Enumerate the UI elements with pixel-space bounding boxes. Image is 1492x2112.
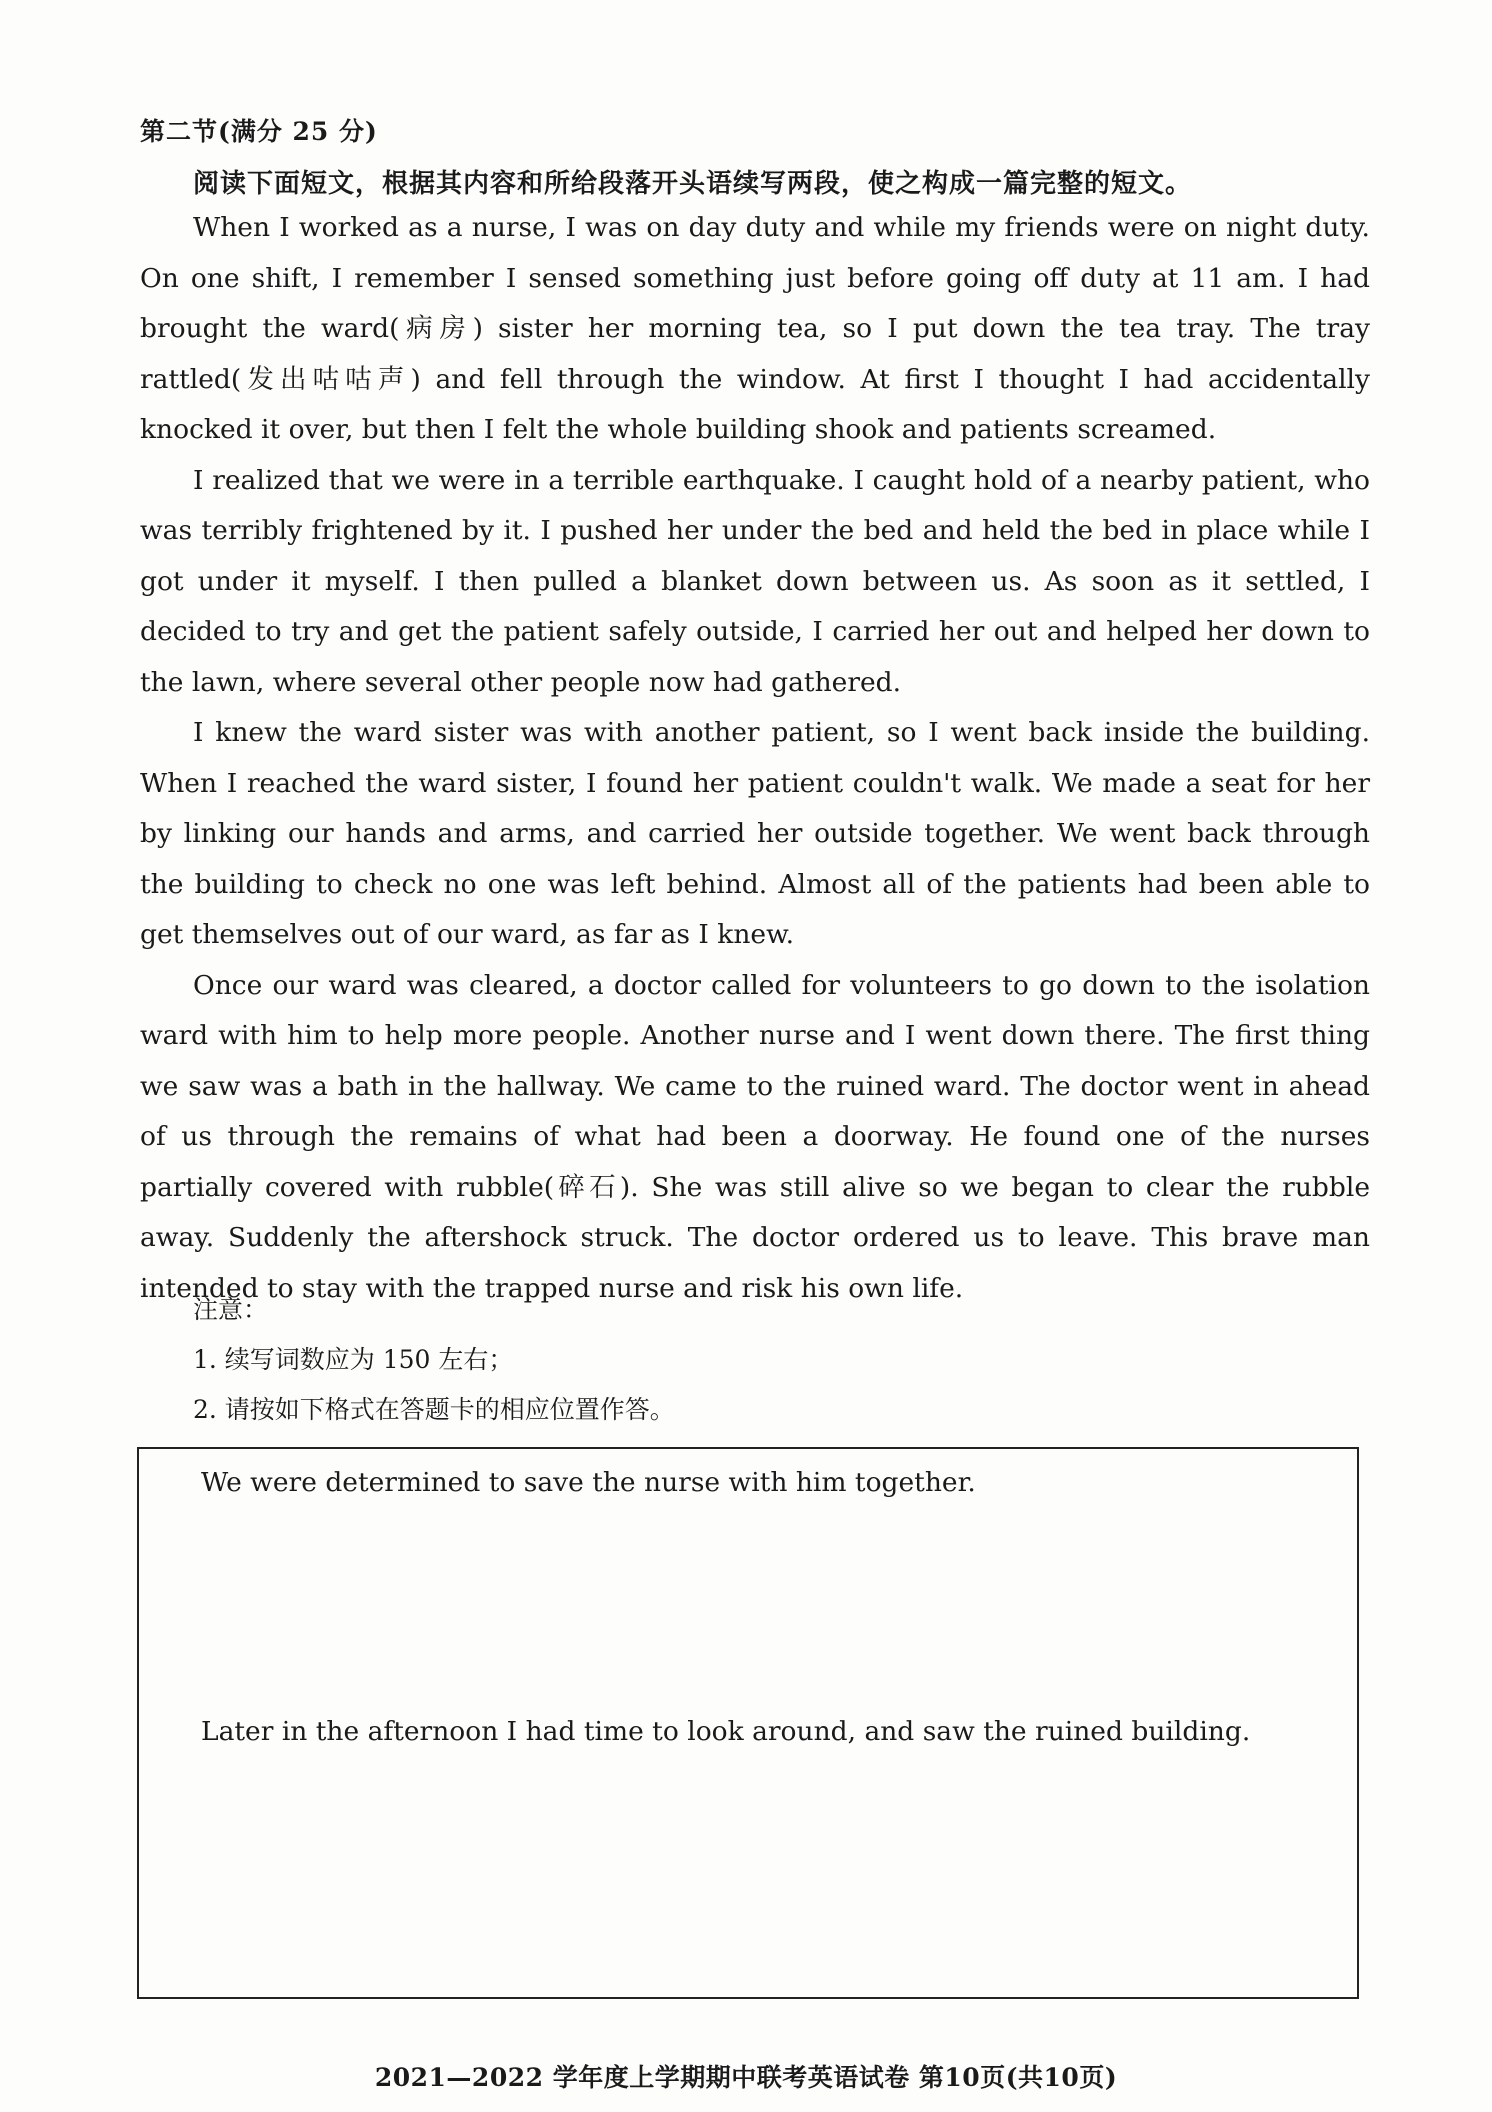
section-instruction: 阅读下面短文，根据其内容和所给段落开头语续写两段，使之构成一篇完整的短文。 [193, 169, 1193, 199]
section-title: 第二节(满分 25 分) [140, 117, 378, 146]
note-item-1: 1. 续写词数应为 150 左右； [193, 1345, 514, 1374]
note-item-2: 2. 请按如下格式在答题卡的相应位置作答。 [193, 1395, 675, 1424]
passage-paragraph-1: When I worked as a nurse, I was on day duty and while my friends were on night duty. On one shift, I remember I sensed something just before going off duty at 11 am. I had brought the ward(病房) sister her morning tea, so I put down the tea tray. The tray rattled(发出咕咕声) and fell through the window. At first I thought I had accidentally knocked it over, but then I felt the whole building shook and patients screamed. [140, 212, 1370, 445]
answer-box[interactable] [137, 1447, 1359, 1999]
notes-section [193, 1285, 675, 1435]
notes-label: 注意： [193, 1295, 269, 1324]
passage-paragraph-4: Once our ward was cleared, a doctor called for volunteers to go down to the isolation ward with him to help more people. Another nurse and I went down there. The first thing we saw was a bath in the hallway. We came to the ruined ward. The doctor went in ahead of us through the remains of what had been a doorway. He found one of the nurses partially covered with rubble(碎石). She was still alive so we began to clear the rubble away. Suddenly the aftershock struck. The doctor ordered us to leave. This brave man intended to stay with the trapped nurse and risk his own life. [140, 969, 1370, 1304]
passage-paragraph-3: I knew the ward sister was with another patient, so I went back inside the building. When I reached the ward sister, I found her patient couldn't walk. We made a seat for her by linking our hands and arms, and carried her outside together. We went back through the building to check no one was left behind. Almost all of the patients had been able to get themselves out of our ward, as far as I knew. [140, 717, 1370, 950]
answer-prompt-2: Later in the afternoon I had time to look around, and saw the ruined building. [201, 1716, 1251, 1747]
page-footer: 2021—2022 学年度上学期期中联考英语试卷 第10页(共10页) [374, 2063, 1118, 2092]
passage-paragraph-2: I realized that we were in a terrible earthquake. I caught hold of a nearby patient, who was terribly frightened by it. I pushed her under the bed and held the bed in place while I got under it myself. I then pulled a blanket down between us. As soon as it settled, I decided to try and get the patient safely outside, I carried her out and helped her down to the lawn, where several other people now had gathered. [140, 464, 1370, 698]
answer-prompt-1: We were determined to save the nurse with him together. [201, 1467, 976, 1498]
reading-passage [140, 203, 1370, 1314]
